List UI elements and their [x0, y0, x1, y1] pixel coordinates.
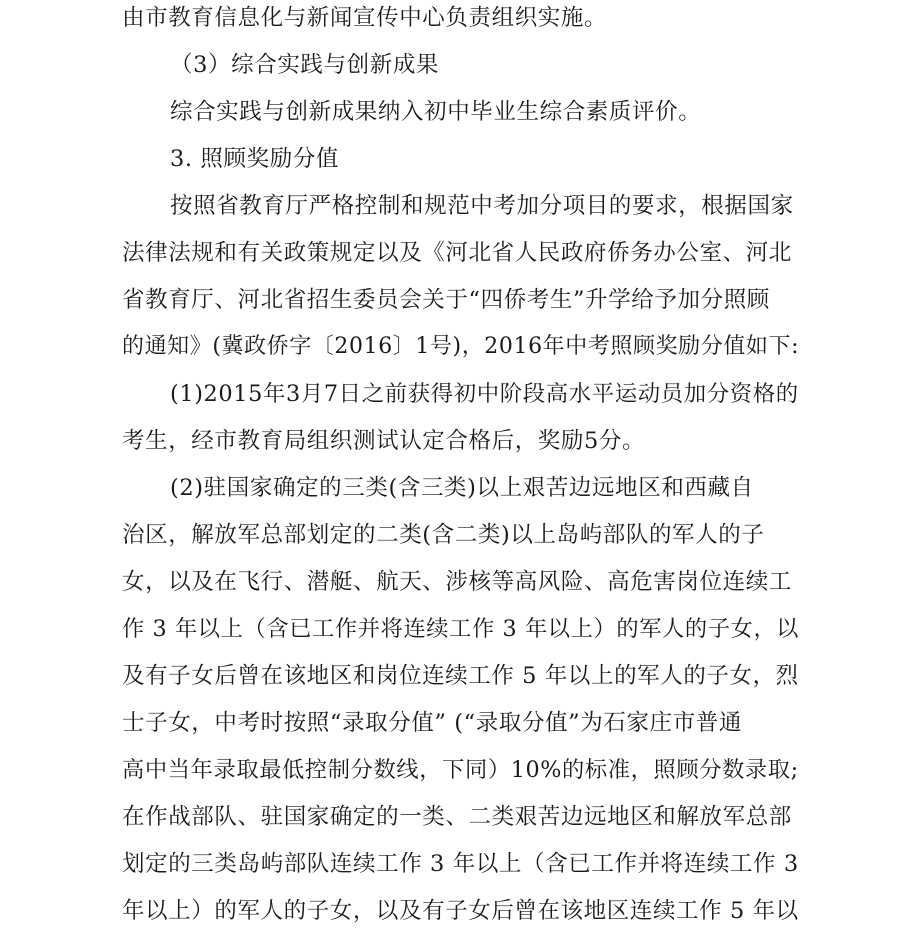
text-line	[170, 374, 899, 414]
text-line-content: (2)驻国家确定的三类(含三类)以上艰苦边远地区和西藏自	[170, 475, 754, 501]
text-line	[122, 327, 899, 367]
text-line-content: 的通知》(冀政侨字〔2016〕1号)，2016年中考照顾奖励分值如下:	[122, 334, 800, 359]
text-line	[122, 703, 899, 743]
text-line	[122, 609, 899, 649]
text-line-content: 年以上）的军人的子女，以及有子女后曾在该地区连续工作 5 年以	[122, 898, 799, 924]
subsection-heading	[170, 45, 899, 85]
text-line-content: 士子女，中考时按照“录取分值” (“录取分值”为石家庄市普通	[122, 710, 742, 736]
text-line	[122, 421, 899, 461]
text-line	[122, 280, 899, 320]
text-line-content: 综合实践与创新成果纳入初中毕业生综合素质评价。	[170, 99, 702, 125]
text-line	[122, 891, 899, 931]
text-line-content: 由市教育信息化与新闻宣传中心负责组织实施。	[122, 5, 608, 31]
text-line-content: 及有子女后曾在该地区和岗位连续工作 5 年以上的军人的子女，烈	[122, 663, 799, 689]
text-line	[122, 0, 899, 38]
text-line	[170, 92, 899, 132]
text-line	[170, 468, 899, 508]
text-line-content: 作 3 年以上（含已工作并将连续工作 3 年以上）的军人的子女，以	[122, 616, 800, 642]
text-line	[122, 844, 899, 884]
text-line	[122, 233, 899, 273]
text-line-content: 考生，经市教育局组织测试认定合格后，奖励5分。	[122, 428, 646, 454]
text-line-content: 女，以及在飞行、潜艇、航天、涉核等高风险、高危害岗位连续工	[122, 569, 792, 595]
text-line	[122, 797, 899, 837]
text-line-content: 治区，解放军总部划定的二类(含二类)以上岛屿部队的军人的子	[122, 522, 765, 548]
section-heading	[170, 139, 899, 179]
text-line-content: 3. 照顾奖励分值	[170, 146, 340, 172]
text-line-content: 划定的三类岛屿部队连续工作 3 年以上（含已工作并将连续工作 3	[122, 851, 799, 877]
text-line	[122, 750, 899, 790]
text-line-content: 高中当年录取最低控制分数线，下同）10%的标准，照顾分数录取;	[122, 757, 799, 783]
text-line-content: 在作战部队、驻国家确定的一类、二类艰苦边远地区和解放军总部	[122, 804, 792, 830]
text-line-content: 省教育厅、河北省招生委员会关于“四侨考生”升学给予加分照顾	[122, 287, 770, 313]
text-line	[122, 562, 899, 602]
text-line-content: 法律法规和有关政策规定以及《河北省人民政府侨务办公室、河北	[122, 240, 792, 266]
text-line	[122, 656, 899, 696]
text-line-content: (1)2015年3月7日之前获得初中阶段高水平运动员加分资格的	[170, 381, 799, 407]
text-line	[122, 515, 899, 555]
text-line-content: 按照省教育厅严格控制和规范中考加分项目的要求，根据国家	[170, 193, 794, 219]
text-line-content: （3）综合实践与创新成果	[170, 52, 440, 78]
text-line	[170, 186, 899, 226]
